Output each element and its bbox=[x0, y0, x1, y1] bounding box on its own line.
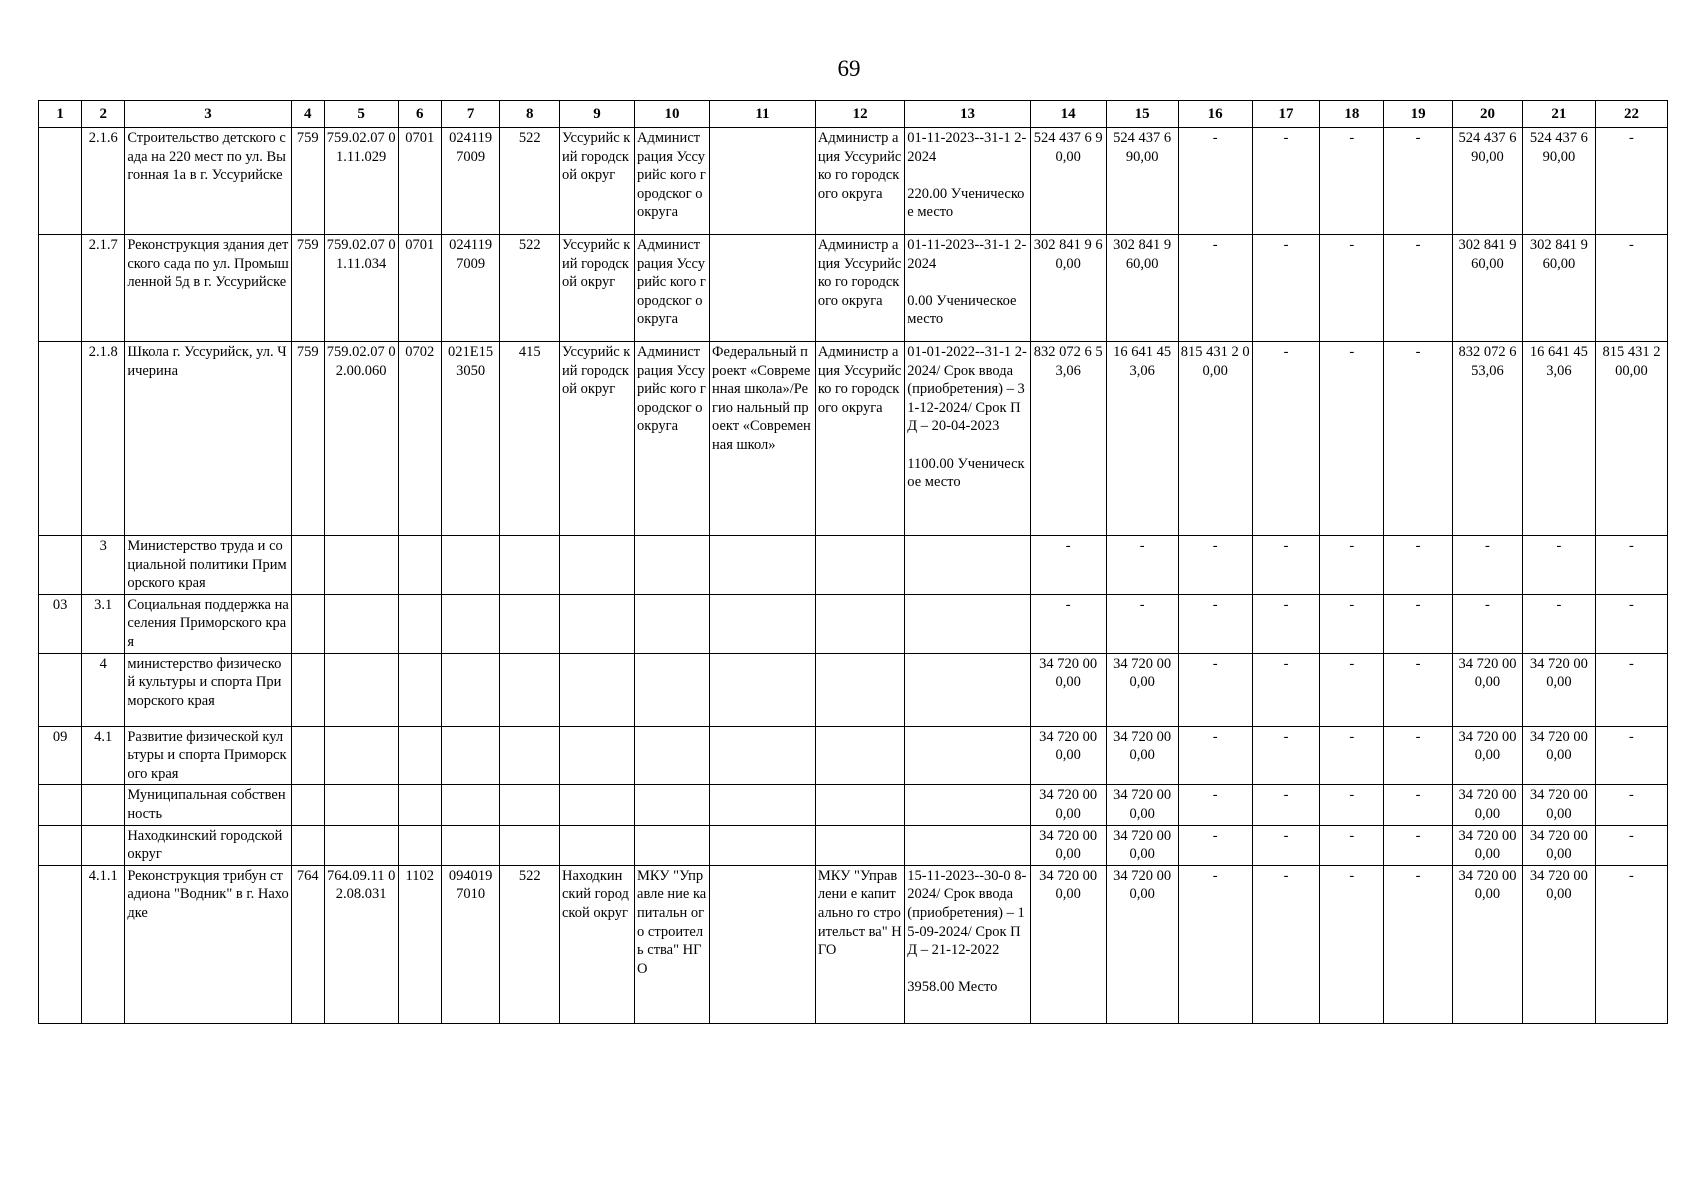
table-cell-col-13 bbox=[905, 594, 1030, 653]
table-row bbox=[39, 785, 1668, 825]
table-cell-col-15: 524 437 6 90,00 bbox=[1106, 128, 1178, 235]
table-cell-col-11 bbox=[710, 594, 816, 653]
page-number: 69 bbox=[837, 56, 861, 81]
table-cell-col-19: - bbox=[1384, 825, 1453, 865]
table-cell-col-2: 4.1 bbox=[82, 726, 125, 785]
table-cell-col-2 bbox=[82, 785, 125, 825]
table-cell-col-11 bbox=[710, 785, 816, 825]
column-header-22: 22 bbox=[1595, 101, 1667, 128]
data-table bbox=[38, 100, 1668, 1024]
table-cell-col-9 bbox=[560, 785, 635, 825]
table-cell-col-5 bbox=[324, 825, 398, 865]
table-cell-col-13 bbox=[905, 653, 1030, 726]
header-row bbox=[39, 101, 1668, 128]
table-cell-col-21: 34 720 00 0,00 bbox=[1522, 865, 1595, 1023]
table-cell-col-17: - bbox=[1252, 594, 1320, 653]
column-header-9: 9 bbox=[560, 101, 635, 128]
table-cell-col-3: Развитие физической культуры и спорта Приморского края bbox=[125, 726, 291, 785]
table-cell-col-5: 759.02.07 01.11.029 bbox=[324, 128, 398, 235]
table-cell-col-16: - bbox=[1178, 536, 1252, 595]
table-cell-col-2: 2.1.6 bbox=[82, 128, 125, 235]
table-cell-col-6 bbox=[398, 594, 441, 653]
table-cell-col-21: 302 841 9 60,00 bbox=[1522, 235, 1595, 342]
table-cell-col-5 bbox=[324, 536, 398, 595]
table-cell-col-2: 4.1.1 bbox=[82, 865, 125, 1023]
table-cell-col-14: 34 720 00 0,00 bbox=[1030, 865, 1106, 1023]
table-cell-col-16: - bbox=[1178, 235, 1252, 342]
table-cell-col-17: - bbox=[1252, 536, 1320, 595]
table-cell-col-10: Админист рация Уссурийс кого городског о округа bbox=[635, 128, 710, 235]
table-cell-col-6 bbox=[398, 825, 441, 865]
column-header-1: 1 bbox=[39, 101, 82, 128]
table-cell-col-10: Админист рация Уссурийс кого городског о округа bbox=[635, 235, 710, 342]
table-cell-col-5 bbox=[324, 785, 398, 825]
table-cell-col-14: - bbox=[1030, 594, 1106, 653]
table-cell-col-1 bbox=[39, 235, 82, 342]
table-cell-col-4 bbox=[291, 594, 324, 653]
table-cell-col-17: - bbox=[1252, 825, 1320, 865]
table-cell-col-9 bbox=[560, 653, 635, 726]
table-cell-col-1 bbox=[39, 653, 82, 726]
table-cell-col-4 bbox=[291, 726, 324, 785]
table-cell-col-2: 2.1.7 bbox=[82, 235, 125, 342]
table-cell-col-14: 34 720 00 0,00 bbox=[1030, 726, 1106, 785]
table-cell-col-3: Социальная поддержка населения Приморского края bbox=[125, 594, 291, 653]
table-cell-col-20: - bbox=[1453, 536, 1523, 595]
table-cell-col-7 bbox=[441, 653, 500, 726]
table-cell-col-4 bbox=[291, 653, 324, 726]
table-cell-col-22: - bbox=[1595, 128, 1667, 235]
column-header-15: 15 bbox=[1106, 101, 1178, 128]
table-row bbox=[39, 128, 1668, 235]
column-header-7: 7 bbox=[441, 101, 500, 128]
table-cell-col-8 bbox=[500, 594, 560, 653]
table-cell-col-19: - bbox=[1384, 865, 1453, 1023]
table-cell-col-8 bbox=[500, 785, 560, 825]
table-cell-col-17: - bbox=[1252, 235, 1320, 342]
table-cell-col-12: Администр ация Уссурийско го городского округа bbox=[815, 235, 904, 342]
table-cell-col-10: Админист рация Уссурийс кого городског о округа bbox=[635, 342, 710, 536]
table-cell-col-1 bbox=[39, 536, 82, 595]
table-row bbox=[39, 653, 1668, 726]
table-cell-col-5: 759.02.07 02.00.060 bbox=[324, 342, 398, 536]
table-row bbox=[39, 342, 1668, 536]
table-cell-col-7 bbox=[441, 785, 500, 825]
column-header-12: 12 bbox=[815, 101, 904, 128]
table-cell-col-10 bbox=[635, 594, 710, 653]
table-cell-col-13 bbox=[905, 536, 1030, 595]
table-cell-col-18: - bbox=[1320, 235, 1384, 342]
column-header-13: 13 bbox=[905, 101, 1030, 128]
table-cell-col-21: 34 720 00 0,00 bbox=[1522, 726, 1595, 785]
table-row bbox=[39, 825, 1668, 865]
table-cell-col-6 bbox=[398, 653, 441, 726]
table-cell-col-12 bbox=[815, 825, 904, 865]
table-cell-col-13: 01-11-2023--31-1 2-2024 220.00 Ученическое место bbox=[905, 128, 1030, 235]
table-cell-col-15: - bbox=[1106, 594, 1178, 653]
table-cell-col-16: - bbox=[1178, 726, 1252, 785]
table-cell-col-1 bbox=[39, 342, 82, 536]
table-cell-col-20: 34 720 00 0,00 bbox=[1453, 785, 1523, 825]
table-cell-col-19: - bbox=[1384, 342, 1453, 536]
table-cell-col-22: - bbox=[1595, 235, 1667, 342]
table-cell-col-14: 832 072 6 53,06 bbox=[1030, 342, 1106, 536]
table-cell-col-4 bbox=[291, 785, 324, 825]
table-cell-col-1 bbox=[39, 825, 82, 865]
table-cell-col-16: - bbox=[1178, 128, 1252, 235]
column-header-3: 3 bbox=[125, 101, 291, 128]
table-cell-col-11 bbox=[710, 726, 816, 785]
table-cell-col-18: - bbox=[1320, 342, 1384, 536]
table-cell-col-12 bbox=[815, 594, 904, 653]
table-cell-col-9 bbox=[560, 825, 635, 865]
table-cell-col-9: Уссурийс кий городской округ bbox=[560, 235, 635, 342]
column-header-6: 6 bbox=[398, 101, 441, 128]
table-cell-col-21: - bbox=[1522, 536, 1595, 595]
table-cell-col-21: 16 641 45 3,06 bbox=[1522, 342, 1595, 536]
table-cell-col-15: 34 720 00 0,00 bbox=[1106, 785, 1178, 825]
table-cell-col-5 bbox=[324, 726, 398, 785]
table-cell-col-7 bbox=[441, 825, 500, 865]
table-cell-col-19: - bbox=[1384, 594, 1453, 653]
table-cell-col-6 bbox=[398, 785, 441, 825]
table-cell-col-3: Реконструкция здания детского сада по ул. Промышленной 5д в г. Уссурийске bbox=[125, 235, 291, 342]
table-cell-col-5 bbox=[324, 594, 398, 653]
table-cell-col-12: МКУ "Управлени е капитально го строительст ва" НГО bbox=[815, 865, 904, 1023]
table-cell-col-5: 764.09.11 02.08.031 bbox=[324, 865, 398, 1023]
table-cell-col-3: министерство физической культуры и спорта Приморского края bbox=[125, 653, 291, 726]
table-cell-col-8 bbox=[500, 726, 560, 785]
table-cell-col-2 bbox=[82, 825, 125, 865]
table-cell-col-4: 764 bbox=[291, 865, 324, 1023]
table-cell-col-16: - bbox=[1178, 825, 1252, 865]
table-cell-col-7 bbox=[441, 536, 500, 595]
table-cell-col-20: - bbox=[1453, 594, 1523, 653]
table-cell-col-17: - bbox=[1252, 726, 1320, 785]
table-cell-col-21: - bbox=[1522, 594, 1595, 653]
table-cell-col-11: Федеральный проект «Современная школа»/Регио нальный проект «Современная школ» bbox=[710, 342, 816, 536]
table-cell-col-22: 815 431 2 00,00 bbox=[1595, 342, 1667, 536]
table-cell-col-3: Муниципальная собственность bbox=[125, 785, 291, 825]
table-cell-col-6: 0701 bbox=[398, 128, 441, 235]
table-cell-col-4: 759 bbox=[291, 235, 324, 342]
table-cell-col-11 bbox=[710, 865, 816, 1023]
table-cell-col-20: 524 437 6 90,00 bbox=[1453, 128, 1523, 235]
table-cell-col-14: 34 720 00 0,00 bbox=[1030, 825, 1106, 865]
table-cell-col-7 bbox=[441, 726, 500, 785]
table-cell-col-6 bbox=[398, 726, 441, 785]
table-cell-col-11 bbox=[710, 128, 816, 235]
table-cell-col-17: - bbox=[1252, 128, 1320, 235]
table-cell-col-8: 522 bbox=[500, 235, 560, 342]
table-cell-col-15: 16 641 45 3,06 bbox=[1106, 342, 1178, 536]
column-header-19: 19 bbox=[1384, 101, 1453, 128]
table-cell-col-13 bbox=[905, 785, 1030, 825]
table-cell-col-16: - bbox=[1178, 653, 1252, 726]
table-cell-col-1 bbox=[39, 865, 82, 1023]
table-cell-col-1 bbox=[39, 785, 82, 825]
table-cell-col-6: 0701 bbox=[398, 235, 441, 342]
table-cell-col-18: - bbox=[1320, 594, 1384, 653]
column-header-17: 17 bbox=[1252, 101, 1320, 128]
table-cell-col-14: 524 437 6 90,00 bbox=[1030, 128, 1106, 235]
table-cell-col-20: 832 072 6 53,06 bbox=[1453, 342, 1523, 536]
table-cell-col-13 bbox=[905, 825, 1030, 865]
table-cell-col-10 bbox=[635, 536, 710, 595]
table-cell-col-22: - bbox=[1595, 594, 1667, 653]
table-cell-col-22: - bbox=[1595, 653, 1667, 726]
column-header-11: 11 bbox=[710, 101, 816, 128]
table-cell-col-20: 302 841 9 60,00 bbox=[1453, 235, 1523, 342]
table-cell-col-19: - bbox=[1384, 726, 1453, 785]
table-row bbox=[39, 865, 1668, 1023]
column-header-10: 10 bbox=[635, 101, 710, 128]
table-cell-col-13: 01-11-2023--31-1 2-2024 0.00 Ученическое место bbox=[905, 235, 1030, 342]
table-cell-col-11 bbox=[710, 536, 816, 595]
table-cell-col-15: 34 720 00 0,00 bbox=[1106, 825, 1178, 865]
table-cell-col-8 bbox=[500, 653, 560, 726]
table-cell-col-5 bbox=[324, 653, 398, 726]
column-header-4: 4 bbox=[291, 101, 324, 128]
table-cell-col-3: Министерство труда и социальной политики Приморского края bbox=[125, 536, 291, 595]
table-cell-col-12 bbox=[815, 536, 904, 595]
table-cell-col-1: 09 bbox=[39, 726, 82, 785]
table-cell-col-19: - bbox=[1384, 235, 1453, 342]
table-cell-col-21: 34 720 00 0,00 bbox=[1522, 825, 1595, 865]
table-cell-col-9 bbox=[560, 536, 635, 595]
table-cell-col-15: 34 720 00 0,00 bbox=[1106, 653, 1178, 726]
table-cell-col-20: 34 720 00 0,00 bbox=[1453, 865, 1523, 1023]
table-cell-col-11 bbox=[710, 825, 816, 865]
table-cell-col-10: МКУ "Управле ние капитальн ого строитель ства" НГО bbox=[635, 865, 710, 1023]
table-cell-col-19: - bbox=[1384, 653, 1453, 726]
table-cell-col-12: Администр ация Уссурийско го городского округа bbox=[815, 342, 904, 536]
table-cell-col-12: Администр ация Уссурийско го городского округа bbox=[815, 128, 904, 235]
column-header-18: 18 bbox=[1320, 101, 1384, 128]
table-cell-col-7: 021E15 3050 bbox=[441, 342, 500, 536]
table-cell-col-22: - bbox=[1595, 536, 1667, 595]
table-cell-col-14: 34 720 00 0,00 bbox=[1030, 653, 1106, 726]
table-cell-col-10 bbox=[635, 653, 710, 726]
table-cell-col-15: 34 720 00 0,00 bbox=[1106, 726, 1178, 785]
table-cell-col-14: 34 720 00 0,00 bbox=[1030, 785, 1106, 825]
table-cell-col-21: 34 720 00 0,00 bbox=[1522, 785, 1595, 825]
table-cell-col-8 bbox=[500, 825, 560, 865]
table-cell-col-16: 815 431 2 00,00 bbox=[1178, 342, 1252, 536]
table-cell-col-18: - bbox=[1320, 726, 1384, 785]
table-cell-col-6: 1102 bbox=[398, 865, 441, 1023]
table-cell-col-16: - bbox=[1178, 785, 1252, 825]
table-cell-col-3: Строительство детского сада на 220 мест по ул. Выгонная 1а в г. Уссурийске bbox=[125, 128, 291, 235]
column-header-2: 2 bbox=[82, 101, 125, 128]
table-cell-col-9 bbox=[560, 726, 635, 785]
table-cell-col-17: - bbox=[1252, 653, 1320, 726]
column-header-14: 14 bbox=[1030, 101, 1106, 128]
table-cell-col-8: 415 bbox=[500, 342, 560, 536]
table-cell-col-3: Реконструкция трибун стадиона "Водник" в г. Находке bbox=[125, 865, 291, 1023]
table-cell-col-22: - bbox=[1595, 825, 1667, 865]
table-cell-col-3: Находкинский городской округ bbox=[125, 825, 291, 865]
table-cell-col-19: - bbox=[1384, 536, 1453, 595]
table-cell-col-12 bbox=[815, 785, 904, 825]
table-cell-col-8: 522 bbox=[500, 865, 560, 1023]
table-cell-col-20: 34 720 00 0,00 bbox=[1453, 825, 1523, 865]
table-cell-col-13: 15-11-2023--30-0 8-2024/ Срок ввода (приобретения) – 15-09-2024/ Срок ПД – 21-12-2022 3958.00 Место bbox=[905, 865, 1030, 1023]
column-header-16: 16 bbox=[1178, 101, 1252, 128]
table-cell-col-14: 302 841 9 60,00 bbox=[1030, 235, 1106, 342]
table-cell-col-9: Находкин ский городской округ bbox=[560, 865, 635, 1023]
table-cell-col-17: - bbox=[1252, 865, 1320, 1023]
table-cell-col-19: - bbox=[1384, 128, 1453, 235]
table-cell-col-1: 03 bbox=[39, 594, 82, 653]
table-cell-col-18: - bbox=[1320, 536, 1384, 595]
table-cell-col-15: 34 720 00 0,00 bbox=[1106, 865, 1178, 1023]
table-cell-col-2: 2.1.8 bbox=[82, 342, 125, 536]
column-header-5: 5 bbox=[324, 101, 398, 128]
table-cell-col-20: 34 720 00 0,00 bbox=[1453, 726, 1523, 785]
table-cell-col-7: 024119 7009 bbox=[441, 235, 500, 342]
table-cell-col-11 bbox=[710, 653, 816, 726]
table-cell-col-16: - bbox=[1178, 594, 1252, 653]
table-cell-col-16: - bbox=[1178, 865, 1252, 1023]
table-cell-col-10 bbox=[635, 825, 710, 865]
table-cell-col-18: - bbox=[1320, 653, 1384, 726]
table-cell-col-4: 759 bbox=[291, 342, 324, 536]
table-cell-col-2: 4 bbox=[82, 653, 125, 726]
table-cell-col-17: - bbox=[1252, 342, 1320, 536]
table-cell-col-3: Школа г. Уссурийск, ул. Чичерина bbox=[125, 342, 291, 536]
table-cell-col-9: Уссурийс кий городской округ bbox=[560, 128, 635, 235]
table-cell-col-10 bbox=[635, 726, 710, 785]
table-cell-col-4: 759 bbox=[291, 128, 324, 235]
table-cell-col-21: 34 720 00 0,00 bbox=[1522, 653, 1595, 726]
column-header-20: 20 bbox=[1453, 101, 1523, 128]
table-cell-col-22: - bbox=[1595, 726, 1667, 785]
table-cell-col-12 bbox=[815, 726, 904, 785]
table-cell-col-14: - bbox=[1030, 536, 1106, 595]
table-cell-col-18: - bbox=[1320, 825, 1384, 865]
table-cell-col-2: 3 bbox=[82, 536, 125, 595]
table-row bbox=[39, 235, 1668, 342]
table-cell-col-8: 522 bbox=[500, 128, 560, 235]
table-cell-col-17: - bbox=[1252, 785, 1320, 825]
table-cell-col-7: 094019 7010 bbox=[441, 865, 500, 1023]
table-row bbox=[39, 726, 1668, 785]
table-cell-col-13 bbox=[905, 726, 1030, 785]
table-cell-col-11 bbox=[710, 235, 816, 342]
table-cell-col-15: - bbox=[1106, 536, 1178, 595]
table-cell-col-4 bbox=[291, 536, 324, 595]
table-cell-col-8 bbox=[500, 536, 560, 595]
table-cell-col-13: 01-01-2022--31-1 2-2024/ Срок ввода (приобретения) – 31-12-2024/ Срок ПД – 20-04-2023 1100.00 Ученическое место bbox=[905, 342, 1030, 536]
table-cell-col-10 bbox=[635, 785, 710, 825]
table-cell-col-22: - bbox=[1595, 865, 1667, 1023]
table-cell-col-6 bbox=[398, 536, 441, 595]
column-header-21: 21 bbox=[1522, 101, 1595, 128]
table-row bbox=[39, 594, 1668, 653]
column-header-8: 8 bbox=[500, 101, 560, 128]
table-cell-col-2: 3.1 bbox=[82, 594, 125, 653]
table-cell-col-22: - bbox=[1595, 785, 1667, 825]
table-row bbox=[39, 536, 1668, 595]
table-cell-col-6: 0702 bbox=[398, 342, 441, 536]
table-cell-col-4 bbox=[291, 825, 324, 865]
table-cell-col-1 bbox=[39, 128, 82, 235]
table-cell-col-18: - bbox=[1320, 128, 1384, 235]
table-cell-col-21: 524 437 6 90,00 bbox=[1522, 128, 1595, 235]
table-cell-col-5: 759.02.07 01.11.034 bbox=[324, 235, 398, 342]
table-cell-col-9 bbox=[560, 594, 635, 653]
table-cell-col-19: - bbox=[1384, 785, 1453, 825]
table-cell-col-18: - bbox=[1320, 785, 1384, 825]
table-cell-col-15: 302 841 9 60,00 bbox=[1106, 235, 1178, 342]
table-cell-col-20: 34 720 00 0,00 bbox=[1453, 653, 1523, 726]
table-cell-col-7: 024119 7009 bbox=[441, 128, 500, 235]
table-cell-col-9: Уссурийс кий городской округ bbox=[560, 342, 635, 536]
table-cell-col-12 bbox=[815, 653, 904, 726]
table-cell-col-18: - bbox=[1320, 865, 1384, 1023]
table-cell-col-7 bbox=[441, 594, 500, 653]
